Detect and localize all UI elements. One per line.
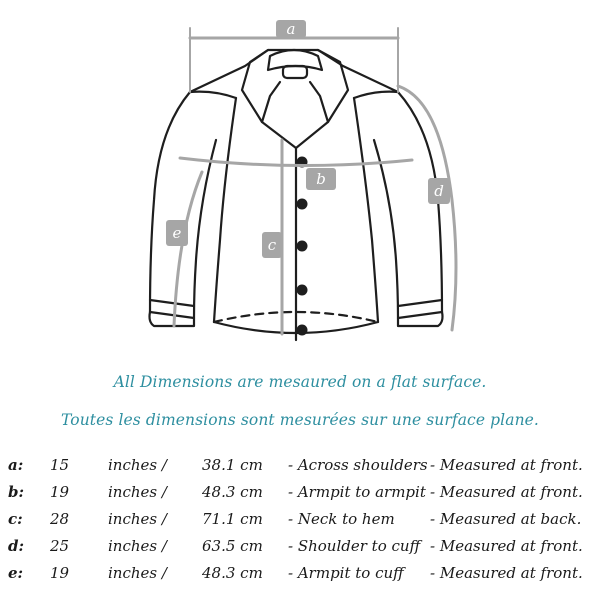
- button: [297, 325, 308, 336]
- measure-unit: inches /: [108, 510, 167, 528]
- measure-description: - Armpit to armpit: [288, 483, 426, 501]
- note-english: All Dimensions are mesaured on a flat surface.: [113, 373, 487, 391]
- measure-inches: 19: [50, 564, 70, 582]
- measure-letter: a:: [8, 456, 24, 474]
- button: [297, 285, 308, 296]
- measure-cm: 48.3 cm: [202, 483, 263, 501]
- button: [297, 241, 308, 252]
- measurement-row-e: [0, 560, 600, 586]
- measure-location: - Measured at front.: [430, 483, 583, 501]
- measure-unit: inches /: [108, 537, 167, 555]
- buttons: [297, 157, 308, 336]
- measure-letter: c:: [8, 510, 23, 528]
- measure-inches: 25: [50, 537, 70, 555]
- measure-unit: inches /: [108, 564, 167, 582]
- measure-description: - Armpit to cuff: [288, 564, 404, 582]
- svg-text:b: b: [316, 170, 326, 188]
- measure-location: - Measured at front.: [430, 456, 583, 474]
- measure-inches: 28: [50, 510, 70, 528]
- measure-unit: inches /: [108, 456, 167, 474]
- measure-location: - Measured at front.: [430, 537, 583, 555]
- measure-location: - Measured at back.: [430, 510, 582, 528]
- measure-unit: inches /: [108, 483, 167, 501]
- measurement-row-b: [0, 479, 600, 505]
- measure-description: - Shoulder to cuff: [288, 537, 421, 555]
- label-b: [306, 168, 336, 190]
- svg-text:c: c: [267, 236, 277, 254]
- label-e: [166, 220, 188, 246]
- measurement-row-c: [0, 506, 600, 532]
- label-d: [428, 178, 450, 204]
- measure-cm: 63.5 cm: [202, 537, 263, 555]
- measure-description: - Neck to hem: [288, 510, 395, 528]
- note-french: Toutes les dimensions sont mesurées sur une surface plane.: [61, 411, 539, 429]
- measurement-row-a: [0, 452, 600, 478]
- label-c: [262, 232, 282, 258]
- measure-cm: 48.3 cm: [202, 564, 263, 582]
- measure-location: - Measured at front.: [430, 564, 583, 582]
- svg-text:a: a: [286, 20, 296, 38]
- button: [297, 199, 308, 210]
- svg-text:d: d: [434, 182, 444, 200]
- measure-letter: e:: [8, 564, 24, 582]
- label-a: [276, 20, 306, 38]
- measurement-row-d: [0, 533, 600, 559]
- measure-cm: 71.1 cm: [202, 510, 263, 528]
- measure-description: - Across shoulders: [288, 456, 428, 474]
- measure-letter: d:: [8, 537, 25, 555]
- svg-text:e: e: [172, 224, 182, 242]
- measure-inches: 15: [50, 456, 70, 474]
- measure-inches: 19: [50, 483, 70, 501]
- measure-cm: 38.1 cm: [202, 456, 263, 474]
- measure-line-d: [398, 86, 456, 330]
- measure-letter: b:: [8, 483, 25, 501]
